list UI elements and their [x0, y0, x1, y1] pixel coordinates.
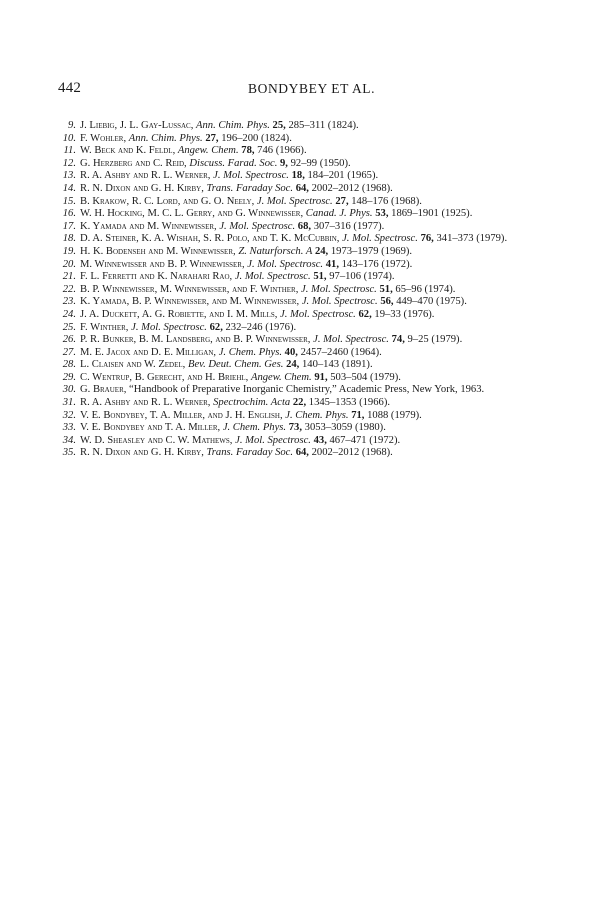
reference-volume: 22,: [292, 397, 307, 409]
reference-volume: 53,: [375, 208, 389, 220]
reference-text: [80, 296, 467, 307]
reference-authors: M. Winnewisser and B. P. Winnewisser,: [80, 258, 245, 270]
reference-journal: Angew. Chem.: [177, 145, 239, 157]
reference-authors: F. Winther,: [80, 321, 129, 333]
reference-authors: V. E. Bondybey, T. A. Miller, and J. H. English,: [80, 409, 283, 421]
reference-volume: 43,: [313, 434, 327, 446]
reference-text: [80, 120, 359, 131]
reference-pages-year: 285–311 (1824).: [288, 120, 359, 131]
reference-item: [60, 359, 548, 372]
reference-text: [80, 384, 484, 395]
reference-text: [80, 246, 412, 257]
reference-authors: G. Herzberg and C. Reid,: [80, 157, 187, 169]
reference-pages-year: 19–33 (1976).: [374, 308, 435, 320]
reference-number: 13 .: [60, 170, 76, 183]
reference-authors: K. Yamada and M. Winnewisser,: [80, 220, 217, 232]
reference-list: [60, 120, 548, 460]
reference-item: [60, 259, 548, 272]
reference-number: 34 .: [60, 435, 76, 448]
reference-item: [60, 372, 548, 385]
reference-volume: 64,: [295, 182, 309, 194]
reference-volume: 62,: [358, 308, 372, 320]
reference-journal: Canad. J. Phys.: [305, 208, 373, 220]
reference-number: 16 .: [60, 208, 76, 221]
reference-item: [60, 183, 548, 196]
reference-journal: J. Mol. Spectrosc.: [256, 195, 333, 207]
reference-item: [60, 233, 548, 246]
reference-text: [80, 410, 422, 421]
reference-text: [80, 196, 422, 207]
reference-text: [80, 145, 307, 156]
reference-journal: Ann. Chim. Phys.: [196, 120, 270, 131]
reference-authors: K. Yamada, B. P. Winnewisser, and M. Winnewisser,: [80, 296, 300, 308]
reference-item: [60, 447, 548, 460]
reference-text: [80, 322, 296, 333]
reference-volume: 24,: [286, 359, 300, 371]
reference-number: 28 .: [60, 359, 76, 372]
running-head: [58, 80, 548, 100]
reference-pages-year: 341–373 (1979).: [436, 233, 508, 245]
reference-text: [80, 221, 384, 232]
reference-item: [60, 208, 548, 221]
reference-volume: 9,: [280, 157, 288, 169]
reference-text: [80, 397, 390, 408]
reference-number: 27 .: [60, 347, 76, 360]
reference-number: 15 .: [60, 196, 76, 209]
reference-volume: 73,: [288, 422, 302, 434]
reference-number: 11 .: [60, 145, 76, 158]
reference-journal: J. Mol. Spectrosc.: [247, 258, 324, 270]
reference-item: [60, 296, 548, 309]
reference-text: [80, 334, 462, 345]
reference-volume: 62,: [209, 321, 223, 333]
reference-item: [60, 120, 548, 133]
reference-text: [80, 183, 393, 194]
reference-text: [80, 447, 393, 458]
reference-item: [60, 170, 548, 183]
reference-journal: J. Mol. Spectrosc.: [234, 271, 311, 283]
reference-volume: 91,: [314, 371, 328, 383]
reference-number: 25 .: [60, 322, 76, 335]
reference-pages-year: “Handbook of Preparative Inorganic Chemistry,” Academic Press, New York, 1963.: [129, 384, 485, 396]
reference-authors: W. H. Hocking, M. C. L. Gerry, and G. Winnewisser,: [80, 208, 304, 220]
reference-number: 33 .: [60, 422, 76, 435]
reference-item: [60, 435, 548, 448]
reference-volume: 51,: [313, 271, 327, 283]
reference-authors: P. R. Bunker, B. M. Landsberg, and B. P. Winnewisser,: [80, 334, 311, 346]
reference-text: [80, 259, 412, 270]
reference-journal: J. Mol. Spectrosc.: [235, 434, 311, 446]
reference-number: 12 .: [60, 158, 76, 171]
reference-authors: R. N. Dixon and G. H. Kirby,: [80, 447, 204, 459]
reference-pages-year: 467–471 (1972).: [329, 434, 401, 446]
reference-journal: J. Chem. Phys.: [222, 422, 287, 434]
reference-item: [60, 384, 548, 397]
reference-text: [80, 359, 373, 370]
reference-pages-year: 184–201 (1965).: [307, 170, 379, 182]
reference-item: [60, 246, 548, 259]
reference-journal: Bev. Deut. Chem. Ges.: [187, 359, 284, 371]
reference-number: 35 .: [60, 447, 76, 460]
reference-pages-year: 65–96 (1974).: [395, 283, 456, 295]
reference-pages-year: 143–176 (1972).: [341, 258, 413, 270]
reference-authors: H. K. Bodenseh and M. Winnewisser,: [80, 245, 236, 257]
reference-pages-year: 1973–1979 (1969).: [330, 245, 413, 257]
reference-item: [60, 347, 548, 360]
reference-authors: J. A. Duckett, A. G. Robiette, and I. M. Mills,: [80, 308, 278, 320]
reference-pages-year: 449–470 (1975).: [396, 296, 467, 308]
reference-volume: 18,: [291, 170, 305, 182]
reference-item: [60, 397, 548, 410]
reference-pages-year: 746 (1966).: [257, 145, 307, 157]
reference-text: [80, 133, 292, 144]
reference-text: [80, 271, 395, 282]
reference-authors: B. Krakow, R. C. Lord, and G. O. Neely,: [80, 195, 255, 207]
reference-authors: G. Brauer,: [80, 384, 127, 396]
reference-authors: C. Wentrup, B. Gerecht, and H. Briehl,: [80, 371, 249, 383]
reference-authors: F. Wohler,: [80, 132, 127, 144]
reference-pages-year: 2002–2012 (1968).: [311, 447, 393, 459]
reference-journal: Trans. Faraday Soc.: [206, 182, 294, 194]
reference-number: 26 .: [60, 334, 76, 347]
reference-authors: R. N. Dixon and G. H. Kirby,: [80, 182, 204, 194]
reference-number: 29 .: [60, 372, 76, 385]
reference-number: 19 .: [60, 246, 76, 259]
reference-text: [80, 309, 434, 320]
reference-authors: W. D. Sheasley and C. W. Mathews,: [80, 434, 233, 446]
reference-volume: 25,: [272, 120, 286, 131]
reference-text: [80, 347, 382, 358]
reference-journal: Trans. Faraday Soc.: [206, 447, 294, 459]
running-title: BONDYBEY ET AL.: [248, 81, 376, 96]
reference-journal: J. Mol. Spectrosc.: [131, 321, 207, 333]
reference-pages-year: 92–99 (1950).: [290, 157, 351, 169]
reference-volume: 27,: [335, 195, 349, 207]
reference-journal: Spectrochim. Acta: [213, 397, 291, 409]
reference-pages-year: 140–143 (1891).: [301, 359, 373, 371]
reference-authors: B. P. Winnewisser, M. Winnewisser, and F. Winther,: [80, 283, 299, 295]
reference-volume: 24,: [314, 245, 329, 257]
reference-journal: Angew. Chem.: [250, 371, 312, 383]
reference-authors: W. Beck and K. Feldl,: [80, 145, 176, 157]
reference-journal: J. Mol. Spectrosc.: [213, 170, 289, 182]
reference-pages-year: 97–106 (1974).: [329, 271, 395, 283]
reference-authors: R. A. Ashby and R. L. Werner,: [80, 397, 211, 409]
reference-number: 18 .: [60, 233, 76, 246]
reference-number: 21 .: [60, 271, 76, 284]
reference-item: [60, 284, 548, 297]
reference-number: 31 .: [60, 397, 76, 410]
reference-volume: 71,: [351, 409, 365, 421]
reference-text: [80, 233, 507, 244]
reference-number: 10 .: [60, 133, 76, 146]
reference-item: [60, 334, 548, 347]
reference-item: [60, 422, 548, 435]
reference-number: 30 .: [60, 384, 76, 397]
reference-item: [60, 410, 548, 423]
reference-item: [60, 196, 548, 209]
reference-pages-year: 9–25 (1979).: [407, 334, 463, 346]
reference-number: 24 .: [60, 309, 76, 322]
reference-volume: 51,: [379, 283, 393, 295]
reference-volume: 68,: [297, 220, 312, 232]
reference-volume: 40,: [284, 346, 298, 358]
reference-pages-year: 232–246 (1976).: [225, 321, 297, 333]
reference-authors: F. L. Ferretti and K. Narahari Rao,: [80, 271, 233, 283]
reference-text: [80, 170, 378, 181]
reference-journal: Z. Naturforsch. A: [238, 245, 313, 257]
reference-number: 22 .: [60, 284, 76, 297]
reference-journal: J. Mol. Spectrosc.: [301, 296, 378, 308]
reference-item: [60, 309, 548, 322]
reference-journal: J. Mol. Spectrosc.: [280, 308, 356, 320]
reference-volume: 41,: [325, 258, 339, 270]
reference-journal: J. Chem. Phys.: [218, 346, 282, 358]
reference-authors: R. A. Ashby and R. L. Werner,: [80, 170, 211, 182]
reference-volume: 76,: [420, 233, 434, 245]
reference-journal: J. Chem. Phys.: [285, 409, 349, 421]
reference-number: 14 .: [60, 183, 76, 196]
reference-text: [80, 284, 455, 295]
reference-authors: L. Claisen and W. Zedel,: [80, 359, 186, 371]
reference-pages-year: 148–176 (1968).: [351, 195, 422, 207]
reference-text: [80, 372, 401, 383]
reference-journal: J. Mol. Spectrosc.: [342, 233, 418, 245]
reference-journal: J. Mol. Spectrosc.: [301, 283, 377, 295]
reference-authors: V. E. Bondybey and T. A. Miller,: [80, 422, 221, 434]
reference-number: 17 .: [60, 221, 76, 234]
reference-item: [60, 221, 548, 234]
reference-journal: J. Mol. Spectrosc.: [313, 334, 389, 346]
reference-pages-year: 307–316 (1977).: [313, 220, 385, 232]
reference-text: [80, 435, 400, 446]
reference-item: [60, 145, 548, 158]
reference-text: [80, 158, 351, 169]
reference-number: 32 .: [60, 410, 76, 423]
reference-pages-year: 1088 (1979).: [367, 409, 422, 421]
reference-journal: Discuss. Farad. Soc.: [189, 157, 278, 169]
reference-item: [60, 133, 548, 146]
reference-pages-year: 1345–1353 (1966).: [308, 397, 390, 409]
reference-pages-year: 3053–3059 (1980).: [304, 422, 386, 434]
reference-pages-year: 2457–2460 (1964).: [300, 346, 382, 358]
reference-text: [80, 208, 472, 219]
reference-pages-year: 196–200 (1824).: [221, 132, 292, 144]
reference-pages-year: 503–504 (1979).: [330, 371, 401, 383]
reference-volume: 78,: [241, 145, 255, 157]
reference-text: [80, 422, 386, 433]
reference-pages-year: 2002–2012 (1968).: [311, 182, 393, 194]
reference-pages-year: 1869–1901 (1925).: [391, 208, 473, 220]
reference-authors: J. Liebig, J. L. Gay-Lussac,: [80, 120, 194, 131]
reference-authors: D. A. Steiner, K. A. Wishah, S. R. Polo, and T. K. McCubbin,: [80, 233, 340, 245]
reference-number: 20 .: [60, 259, 76, 272]
reference-number: 9 .: [60, 120, 76, 133]
reference-item: [60, 322, 548, 335]
reference-journal: Ann. Chim. Phys.: [128, 132, 203, 144]
reference-volume: 74,: [391, 334, 405, 346]
reference-volume: 64,: [295, 447, 309, 459]
page-number: 442: [58, 80, 82, 96]
reference-item: [60, 271, 548, 284]
reference-volume: 56,: [380, 296, 394, 308]
reference-number: 23 .: [60, 296, 76, 309]
reference-volume: 27,: [205, 132, 219, 144]
reference-journal: J. Mol. Spectrosc.: [219, 220, 296, 232]
reference-item: [60, 158, 548, 171]
reference-authors: M. E. Jacox and D. E. Milligan,: [80, 346, 217, 358]
